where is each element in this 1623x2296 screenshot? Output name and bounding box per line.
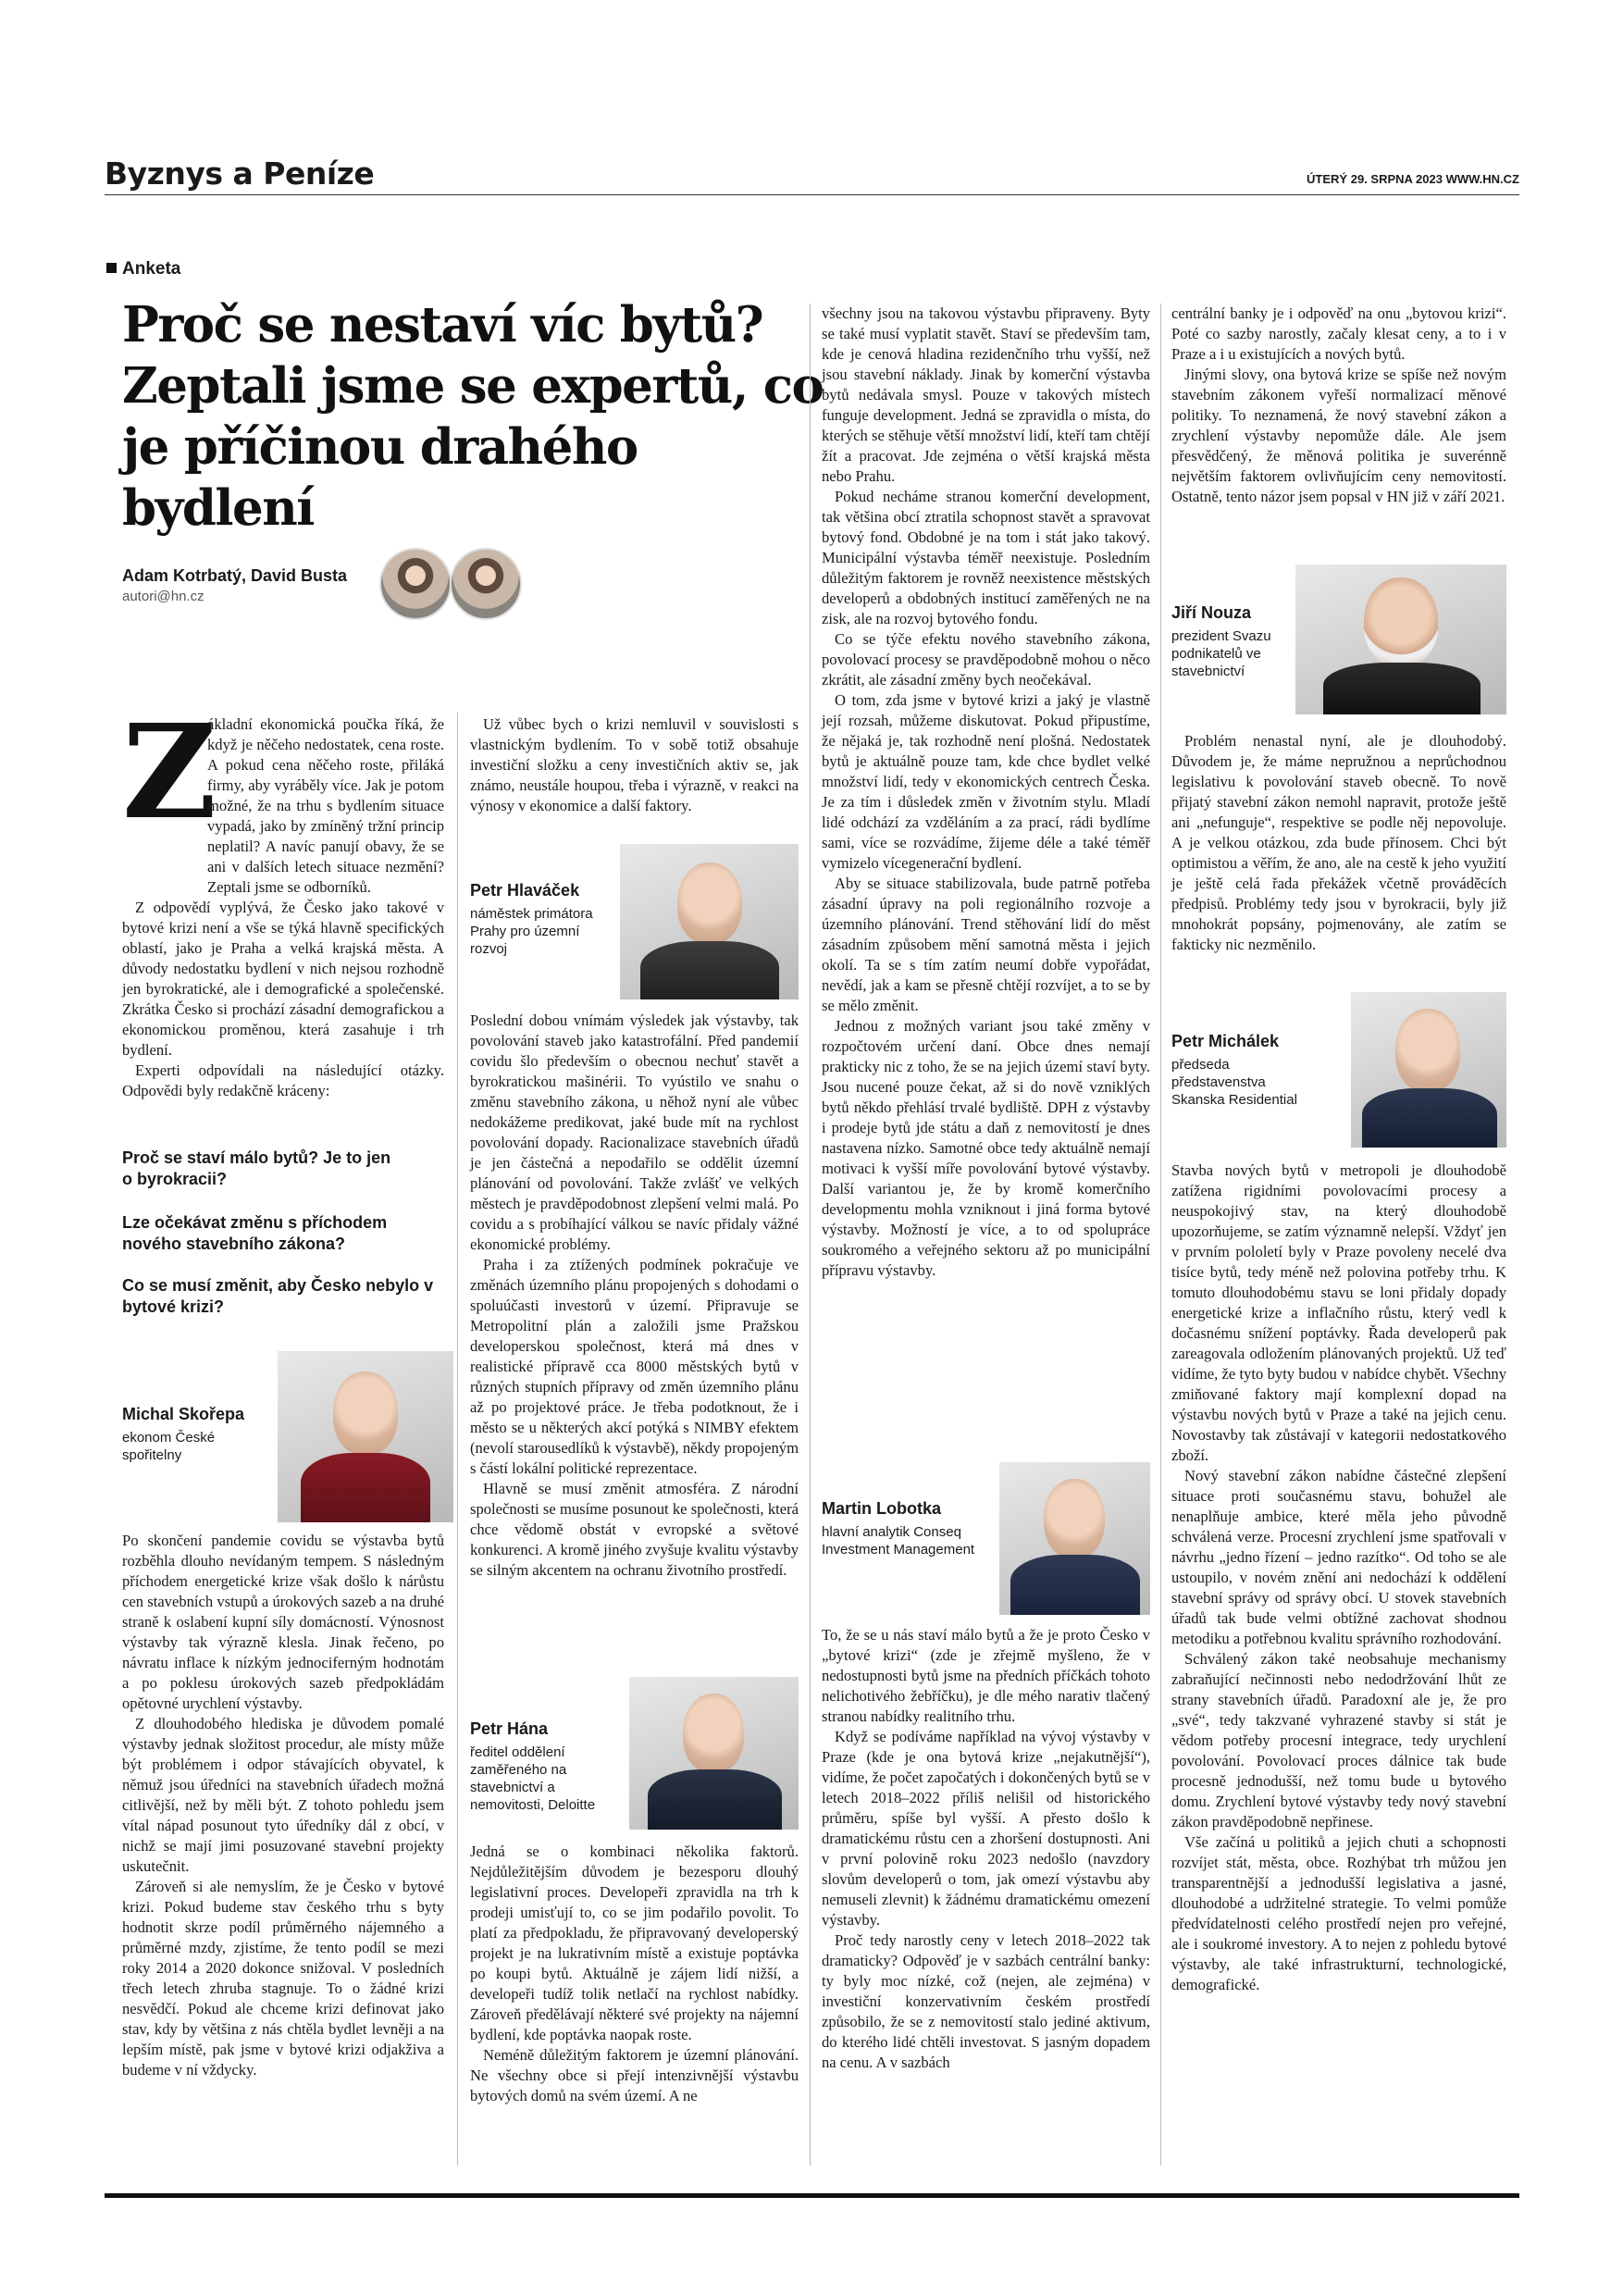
paragraph: Praha i za ztížených podmínek pokračuje ve změnách územního plánu propojených s dohodami o spoluúčasti investorů v území. Připravuje se Metropolitní plán a založili jsme Pražskou developerskou společnost, která má dnes v realistické přípravě cca 8000 městských bytů v různých stupních přípravy od změn územního plánu až po projektové práce. Je třeba podotknout, že i město se u některých akcí potýká s NIMBY efektem (nevolí starousedlíků k výstavbě), někdy propojeným s částí lokální politické reprezentace.	[470, 1256, 799, 1477]
kicker: Anketa	[122, 259, 181, 279]
question-2: Lze očekávat změnu s příchodem nového stavebního zákona?	[122, 1213, 388, 1253]
paragraph: Už vůbec bych o krizi nemluvil v souvislosti s vlastnickým bydlením. To v sobě totiž obsahuje investiční složku a ceny investičních aktiv se, jak známo, neustále houpou, třeba i výrazně, v reakci na výnosy v ekonomice a další faktory.	[470, 715, 799, 814]
expert-title: ekonom České spořitelny	[122, 1430, 216, 1463]
drop-cap: Z	[122, 697, 217, 849]
dateline: ÚTERÝ 29. SRPNA 2023 WWW.HN.CZ	[1307, 172, 1519, 186]
intro-paragraph: ákladní ekonomická poučka říká, že když je něčeho nedostatek, cena roste. A pokud cena něčeho roste, přiláká firmy, aby vyráběly více. Jak je potom možné, že na trhu s bydlením situace vypadá, jako by zmíněný tržní princip neplatil? A navíc panují obavy, že se ani v dalších letech situace nezmění? Zeptali jsme se odborníků.	[207, 715, 444, 896]
column-4-top	[1171, 304, 1506, 507]
expert-photo-lobotka	[999, 1462, 1150, 1615]
expert-photo-skorepa	[278, 1351, 453, 1522]
column-3-top	[822, 304, 1150, 1281]
expert-photo-nouza	[1295, 565, 1506, 714]
paragraph: Z dlouhodobého hlediska je důvodem pomalé výstavby jednak složitost procedur, ale místy může být problémem i odpor stávajících obyvatel, k němuž jsou úředníci na stavebních úřadech možná citlivější, než by měli být. Z tohoto pohledu jsem vítal nápad posunout tyto úředníky dál z obcí, v nichž se mají jimi posuzované stavební projekty uskutečnit.	[122, 1715, 444, 1875]
paragraph: Schválený zákon také neobsahuje mechanismy zabraňující nečinnosti nebo nedodržování lhůt ze strany stavebních úřadů. Paradoxní ale je, že pro „své“, tedy takzvané vyhrazené stavby si stát je vědom potřeby procesní integrace, tedy urychlení povolování. Povolovací proces dálnice tak bude procesně jednodušší, než tomu bude u bytového domu. Zrychlení bytové výstavby tedy nový stavební zákon pravděpodobně nepřinese.	[1171, 1650, 1506, 1831]
author-avatar-1	[379, 548, 452, 620]
expert-title: prezident Svazu podnikatelů ve stavebnictví	[1171, 628, 1271, 679]
paragraph: Zároveň si ale nemyslím, že je Česko v bytové krizi. Pokud budeme stav českého trhu s byty hodnotit skrze podíl průměrného nájemného a průměrné mzdy, zjistíme, že tento podíl se mezi roky 2014 a 2020 dokonce snižoval. V posledních třech letech zhruba stagnuje. To o žádné krizi nesvědčí. Pokud ale chceme krizi definovat jako stav, kdy by většina z nás chtěla bydlet levněji a na lepším místě, pak jsme v bytové krizi odjakživa a budeme v ní vždycky.	[122, 1878, 444, 2079]
expert-title: předseda představenstva Skanska Residential	[1171, 1057, 1297, 1108]
paragraph: centrální banky je i odpověď na onu „bytovou krizi“. Poté co sazby narostly, začaly klesat ceny, a to i v Praze a i u existujících a nových bytů.	[1171, 304, 1506, 363]
paragraph: O tom, zda jsme v bytové krizi a jaký je vlastně její rozsah, můžeme diskutovat. Pokud připustíme, že nějaká je, tak rozhodně není plošná. Nedostatek bytů je aktuálně pouze tam, kde chce bydlet velké množství lidí, tedy v ekonomických centrech Česka. Je za tím i důsledek změn v životním stylu. Mladí lidé odchází za vzděláním a za prací, rádi bydlíme sami, více se rozvádíme, žijeme déle a také téměř vymizelo vícegenerační bydlení.	[822, 691, 1150, 872]
column-4-middle	[1171, 731, 1506, 955]
paragraph: Hlavně se musí změnit atmosféra. Z národní společnosti se musíme posunout ke společnosti, která chce vědomě obstát v evropské a světové konkurenci. A kromě jiného zvyšuje kvalitu výstavby se silným akcentem na ochranu životního prostředí.	[470, 1480, 799, 1579]
question-3: Co se musí změnit, aby Česko nebylo v bytové krizi?	[122, 1276, 434, 1316]
column-2-top	[470, 714, 799, 816]
expert-name: Michal Skořepa	[122, 1405, 245, 1423]
paragraph: Jedná se o kombinaci několika faktorů. Nejdůležitějším důvodem je bezesporu dlouhý legislativní proces. Developeři zpravidla na trh k prodeji umisťují to, co se jim podařilo povolit. To platí za předpokladu, že připravovaný developerský projekt je na lukrativním místě a existuje poptávka po koupi bytů. Aktuálně je zájem lidí nižší, a developeři tudíž tolik netlačí na rychlost nabídky. Zároveň předělávají některé své projekty na nájemní bydlení, kde poptávka naopak roste.	[470, 1843, 799, 2043]
column-2-bottom	[470, 1842, 799, 2106]
expert-photo-michalek	[1351, 992, 1506, 1148]
paragraph: Pokud necháme stranou komerční development, tak většina obcí ztratila schopnost stavět a spravovat bytový fond. Obdobné je na tom i stát jako takový. Municipální výstavba téměř neexistuje. Posledním důležitým faktorem je rovněž neexistence městských developerů a obdobných institucí zaměřených ne na zisk, ale na rozvoj bytového fondu.	[822, 488, 1150, 627]
expert-name: Petr Hlaváček	[470, 881, 580, 900]
expert-name: Petr Hána	[470, 1719, 549, 1738]
authors: Adam Kotrbatý, David Busta	[122, 566, 348, 585]
paragraph: Když se podíváme například na vývoj výstavby v Praze (kde je ona bytová krize „nejakutnější“), vidíme, že počet započatých i dokončených bytů se v letech 2018–2022 příliš nelišil od historického průměru, spíše byl vyšší. A přesto došlo k dramatickému růstu cen a zhoršení dostupnosti. Ani v první polovině roku 2023 nedošlo (navzdory slovům developerů o tom, jak omezí výstavbu aby nemuseli zlevnit) k žádnému dramatickému omezení výstavby.	[822, 1728, 1150, 1929]
question-1: Proč se staví málo bytů? Je to jen o byrokracii?	[122, 1148, 391, 1188]
paragraph: Jednou z možných variant jsou také změny v rozpočtovém určení daní. Obce dnes nemají prakticky nic z toho, že se na jejich území staví byty. Jsou nucené pouze čekat, až si do nově vzniklých bytů někdo přehlásí trvalé bydliště. DPH z výstavby i prodeje bytů jde státu a daň z nemovitostí je dnes nastavena nízko. Samotné obce tedy aktuálně nemají motivaci k vyšší míře povolování bytové výstavby. Další variantou je, že by kromě komerčního developmentu mohla vzniknout i jiná forma bytové výstavby. Možností je více, a to od spolupráce soukromého a veřejného sektoru až po municipální přípravu výstavby.	[822, 1017, 1150, 1279]
header-rule	[105, 194, 1519, 195]
section-title: Byznys a Peníze	[105, 155, 375, 192]
column-1-answers	[122, 1531, 444, 2080]
paragraph: Vše začíná u politiků a jejich chuti a schopnosti rozvíjet stát, města, obce. Rozhýbat trh můžou jen transparentnější a jednodušší legislativa a jasné, dlouhodobé a udržitelné strategie. To velmi pomůže předvídatelnosti celého prostředí nejen pro veřejné, ale i soukromé investory. A to nejen z pohledu bytové výstavby, ale také infrastrukturní, technologické, demografické.	[1171, 1833, 1506, 1993]
kicker-square-icon	[106, 263, 117, 273]
expert-photo-hlavacek	[620, 844, 799, 999]
expert-name: Jiří Nouza	[1171, 603, 1252, 622]
expert-name: Martin Lobotka	[822, 1499, 941, 1518]
column-divider	[1160, 304, 1161, 2166]
paragraph: Jinými slovy, ona bytová krize se spíše než novým stavebním zákonem vyřeší normalizací měnové politiky. To neznamená, že nový stavební zákon a zrychlení výstavby nepomůže dále. Ale jsem přesvědčený, že měnová politika je suverénně největším faktorem ovlivňujícím ceny nemovitostí. Ostatně, tento názor jsem popsal v HN již v září 2021.	[1171, 366, 1506, 505]
paragraph: Co se týče efektu nového stavebního zákona, povolovací procesy se pravděpodobně mohou o něco zkrátit, ale zásadní změny bych neočekával.	[822, 630, 1150, 689]
footer-rule	[105, 2193, 1519, 2198]
author-avatar-2	[450, 548, 522, 620]
column-4-bottom	[1171, 1160, 1506, 1995]
column-divider	[457, 713, 458, 2166]
headline: Proč se nestaví víc bytů? Zeptali jsme se expertů, co je příčinou drahého bydlení	[122, 296, 824, 537]
paragraph: Z odpovědí vyplývá, že Česko jako takové v bytové krizi není a vše se týká hlavně specifických oblastí, jako je Praha a velká krajská města. A důvody nedostatku bydlení v nich nejsou rozhodně jen byrokratické, ale i demografické a společenské. Zkrátka Česko si prochází zásadní demografickou a ekonomickou proměnou, která zasahuje i trh bydlení.	[122, 899, 444, 1059]
paragraph: Aby se situace stabilizovala, bude patrně potřeba zásadní úpravy na poli regionálního rozvoje a územního plánování. Trend stěhování lidí do měst zásadním způsobem mění samotná města i jejich okolí. Ta se s tím zatím neumí dobře vypořádat, nevědí, jak a kam se přesně chtějí rozvíjet, a to se by se mělo změnit.	[822, 875, 1150, 1014]
paragraph: Proč tedy narostly ceny v letech 2018–2022 tak dramaticky? Odpověď je v sazbách centrální banky: ty byly moc nízké, což (nejen, ale zejména) v investiční konzervativním českém prostředí způsobilo, že se z nemovitostí stalo jediné aktivum, do kterého lidé chtěli investovat. S jasným dopadem na cenu. A v sazbách	[822, 1931, 1150, 2071]
paragraph: všechny jsou na takovou výstavbu připraveny. Byty se také musí vyplatit stavět. Staví se především tam, kde je cenová hladina rezidenčního trhu vyšší, než jsou stavební náklady. Jinak by komerční výstavba bytů nedávala smysl. Pouze v takových místech funguje development. Jedná se zpravidla o místa, do kterých se stěhuje větší množství lidí, kteří tam chtějí žít a pracovat. Jde zejména o větší krajská města nebo Prahu.	[822, 304, 1150, 485]
paragraph: Experti odpovídali na následující otázky. Odpovědi byly redakčně kráceny:	[122, 1061, 444, 1099]
paragraph: Stavba nových bytů v metropoli je dlouhodobě zatížena rigidními povolovacími procesy a neuspokojivý stav, na který dlouhodobě upozorňujeme, se zatím významně nelepší. Vždyť jen v prvním pololetí byly v Praze povoleny necelé dva tisíce bytů, tedy méně než polovina potřeby trhu. K tomuto dlouhodobému stavu se loni přidaly dopady energetické krize a inflačního růstu, který vedl k dočasnému snížení poptávky. Řada developerů pak zareagovala odložením plánovaných projektů. Už teď vidíme, že tyto byty budou v nabídce chybět. Všechny zmiňované faktory mají komplexní dopad na výstavbu nových bytů v Praze a také na jejich cenu. Novostavby tak zůstávají v kategorii nedostatkového zboží.	[1171, 1161, 1506, 1464]
column-2-answers	[470, 1011, 799, 1581]
column-divider	[810, 304, 811, 2166]
paragraph: Neméně důležitým faktorem je územní plánování. Ne všechny obce si přejí intenzivnější výstavbu bytových domů na svém území. A ne	[470, 2046, 799, 2104]
author-email[interactable]: autori@hn.cz	[122, 589, 204, 604]
paragraph: Nový stavební zákon nabídne částečné zlepšení situace proti současnému stavu, bohužel ale nenaplňuje ambice, které měla jeho původně schválená verze. Procesní zrychlení jsme spatřovali v návrhu „jedno řízení – jedno razítko“. Od toho se ale ustoupilo, v novém znění ani nedochází k oddělení stavební správy od správy obcí. U stovek stavebních úřadů tak bude velmi obtížné zachovat shodnou metodiku a potřebnou kvalitu správního rozhodování.	[1171, 1467, 1506, 1647]
paragraph: Poslední dobou vnímám výsledek jak výstavby, tak povolování staveb jako katastrofální. Před pandemií covidu šlo především o obecnou nechuť stavět a byrokratickou mašinérii. To vyústilo ve snahu o změnu stavebního zákona, u něhož nyní ale vůbec nedokážeme predikovat, jaké bude mít na rychlost povolování dopady. Racionalizace stavebních úřadů je jen částečná a nepodařilo se oddělit územní plánování od povolování. Takže zvlášť ve velkých městech je pravděpodobnost zlepšení velmi malá. Po covidu a s probíhající válkou se navíc přidaly vážné ekonomické problémy.	[470, 1011, 799, 1253]
column-3-bottom	[822, 1625, 1150, 2073]
column-1-intro	[122, 714, 444, 1101]
expert-title: hlavní analytik Conseq Investment Management	[822, 1524, 975, 1558]
paragraph: To, že se u nás staví málo bytů a že je proto Česko v „bytové krizi“ (zde je zřejmě myšleno, že v nedostupnosti bytů jsme na předních příčkách tohoto nelichotivého žebříčku), je dle mého narativ tlačený stranou nabídky realitního trhu.	[822, 1626, 1150, 1725]
expert-title: ředitel oddělení zaměřeného na stavebnictví a nemovitosti, Deloitte	[470, 1744, 596, 1813]
expert-name: Petr Michálek	[1171, 1032, 1280, 1050]
expert-photo-hana	[629, 1677, 799, 1830]
paragraph: Problém nenastal nyní, ale je dlouhodobý. Důvodem je, že máme nepružnou a neprůchodnou legislativu k povolování staveb obecně. To nově přijatý stavební zákon nemohl napravit, protože ještě ani „nefunguje“, respektive se podle něj nepovoluje. A je velkou otázkou, zda bude přínosem. Chci být optimistou a věřím, že ano, ale na cestě k jeho využití je ještě celá řada překážek včetně prováděcích předpisů. Problémy tedy jsou v byrokracii, byly již mnohokrát popsány, pojmenovány, ale zatím se fakticky nic nezměnilo.	[1171, 732, 1506, 953]
paragraph: Po skončení pandemie covidu se výstavba bytů rozběhla dlouho nevídaným tempem. S následným příchodem energetické krize však došlo k nárůstu cen stavebních vstupů a úrokových sazeb a na druhé straně k oslabení kupní síly domácností. Výnosnost výstavby tak výrazně klesla. Jinak řečeno, po návratu inflace k nízkým jednociferným hodnotám a po poklesu úrokových sazeb předpokládám opětovné urychlení výstavby.	[122, 1532, 444, 1712]
expert-title: náměstek primátora Prahy pro územní rozvoj	[470, 906, 593, 957]
